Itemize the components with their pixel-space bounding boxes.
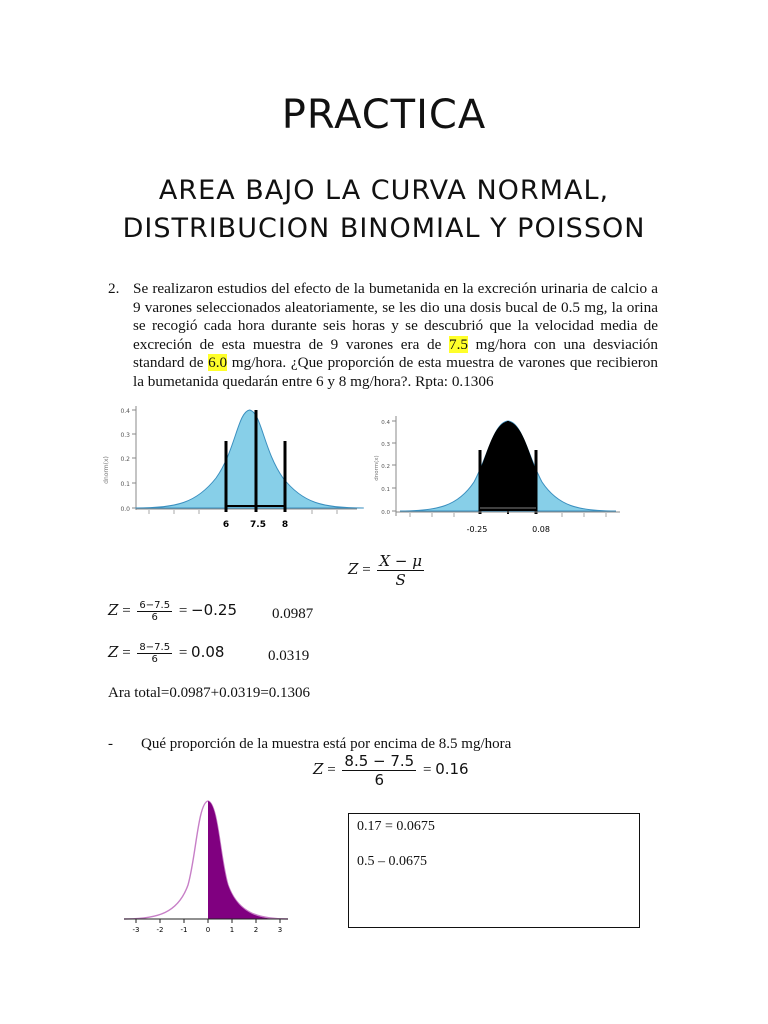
left-x-label-6: 6 — [222, 520, 230, 530]
answer-box-line-1: 0.17 = 0.0675 — [357, 819, 435, 834]
right-y-tick-1: 0.1 — [381, 487, 390, 493]
answer-box-line-2: 0.5 – 0.0675 — [357, 854, 427, 869]
bottom-x-label-1: 1 — [229, 926, 235, 934]
question-2 — [108, 736, 512, 753]
subtitle-line-1: AREA BAJO LA CURVA NORMAL, — [158, 175, 610, 206]
problem-number: 2. — [108, 280, 120, 297]
page-title: PRACTICA — [281, 92, 487, 138]
answer-box — [348, 813, 640, 928]
right-x-label-neg025: -0.25 — [466, 525, 488, 534]
z-calc-2: Z = $\frac{8-7.5}{6}$ = 0.08 — [108, 642, 225, 665]
calc1-result: −0.25 — [191, 600, 237, 619]
problem-text-part-1: Se realizaron estudios del efecto de la bumetanida en la excreción urinaria de calcio a 9 varones seleccionados aleatoriamente, se les dio una dosis bucal de 0.5 mg, la orina se recogió cada hora durante seis horas y se descubrió que la velocidad media de excreción de esta muestra de 9 varones era de — [133, 280, 658, 353]
z-calc-3: Z = $\frac{8.5 - 7.5}{6}$ = 0.16 — [313, 752, 469, 789]
calc2-numerator: 8−7.5 — [139, 642, 171, 653]
bottom-x-label-neg3: -3 — [132, 926, 140, 934]
right-x-label-008: 0.08 — [532, 525, 550, 534]
left-y-tick-0: 0.0 — [120, 506, 130, 513]
calc1-lhs: Z — [108, 600, 119, 619]
question-2-text: Qué proporción de la muestra está por encima de 8.5 mg/hora — [141, 736, 512, 752]
z-formula-denominator: S — [395, 571, 406, 589]
calc3-denominator: 6 — [374, 771, 385, 789]
calc2-lhs: Z — [108, 642, 119, 661]
z-formula: Z = $\frac{X - \mu}{S}$ — [348, 552, 422, 589]
calc1-denominator: 6 — [151, 612, 158, 623]
right-y-tick-0: 0.0 — [381, 510, 390, 516]
bottom-shaded-region — [208, 801, 280, 919]
normal-curve-figure-left — [92, 398, 364, 534]
problem-statement — [108, 280, 658, 392]
bottom-x-label-3: 3 — [277, 926, 283, 934]
calc2-result: 0.08 — [191, 642, 225, 661]
calc1-area: 0.0987 — [272, 606, 314, 622]
calc3-numerator: 8.5 − 7.5 — [344, 752, 415, 770]
bottom-x-label-neg1: -1 — [180, 926, 188, 934]
z-calc-1: Z = $\frac{6-7.5}{6}$ = −0.25 — [108, 600, 237, 623]
bottom-x-label-0: 0 — [205, 926, 211, 934]
calc2-area: 0.0319 — [268, 648, 310, 664]
right-y-axis-label: dnorm(x) — [374, 455, 380, 481]
left-y-tick-4: 0.4 — [120, 408, 130, 415]
right-y-tick-4: 0.4 — [381, 420, 390, 426]
calc3-result: 0.16 — [435, 759, 469, 778]
right-y-tick-3: 0.3 — [381, 442, 390, 448]
left-y-tick-3: 0.3 — [120, 432, 130, 439]
left-y-axis-label: dnorm(x) — [103, 456, 110, 484]
normal-curve-figure-bottom — [118, 795, 294, 935]
mean-value-highlight: 7.5 — [448, 335, 468, 353]
left-y-tick-1: 0.1 — [120, 481, 130, 488]
question-2-bullet: - — [108, 736, 113, 752]
z-formula-lhs: Z — [348, 559, 359, 578]
left-y-tick-2: 0.2 — [120, 456, 130, 463]
normal-curve-figure-right — [370, 410, 628, 540]
z-formula-numerator: X − μ — [379, 552, 422, 570]
sd-value-highlight: 6.0 — [208, 354, 228, 372]
right-y-tick-2: 0.2 — [381, 464, 390, 470]
left-x-label-8: 8 — [281, 520, 289, 530]
calc2-denominator: 6 — [151, 654, 158, 665]
problem-text-part-3: mg/hora. ¿Que proporción de esta muestra de varones que recibieron la bumetanida quedarán entre 6 y 8 mg/hora?. Rpta: 0.1306 — [133, 354, 658, 390]
problem-text-part-2: mg/hora con una desviación standard de — [133, 335, 658, 372]
total-area: Ara total=0.0987+0.0319=0.1306 — [108, 685, 311, 701]
bottom-x-label-neg2: -2 — [156, 926, 164, 934]
bottom-x-label-2: 2 — [253, 926, 259, 934]
calc3-lhs: Z — [313, 759, 324, 778]
page-subtitle — [0, 172, 768, 248]
left-x-label-7_5: 7.5 — [250, 520, 266, 530]
subtitle-line-2: DISTRIBUCION BINOMIAL Y POISSON — [122, 213, 646, 244]
calc1-numerator: 6−7.5 — [139, 600, 171, 611]
bottom-curve-line — [124, 801, 288, 919]
problem-text — [133, 280, 658, 392]
